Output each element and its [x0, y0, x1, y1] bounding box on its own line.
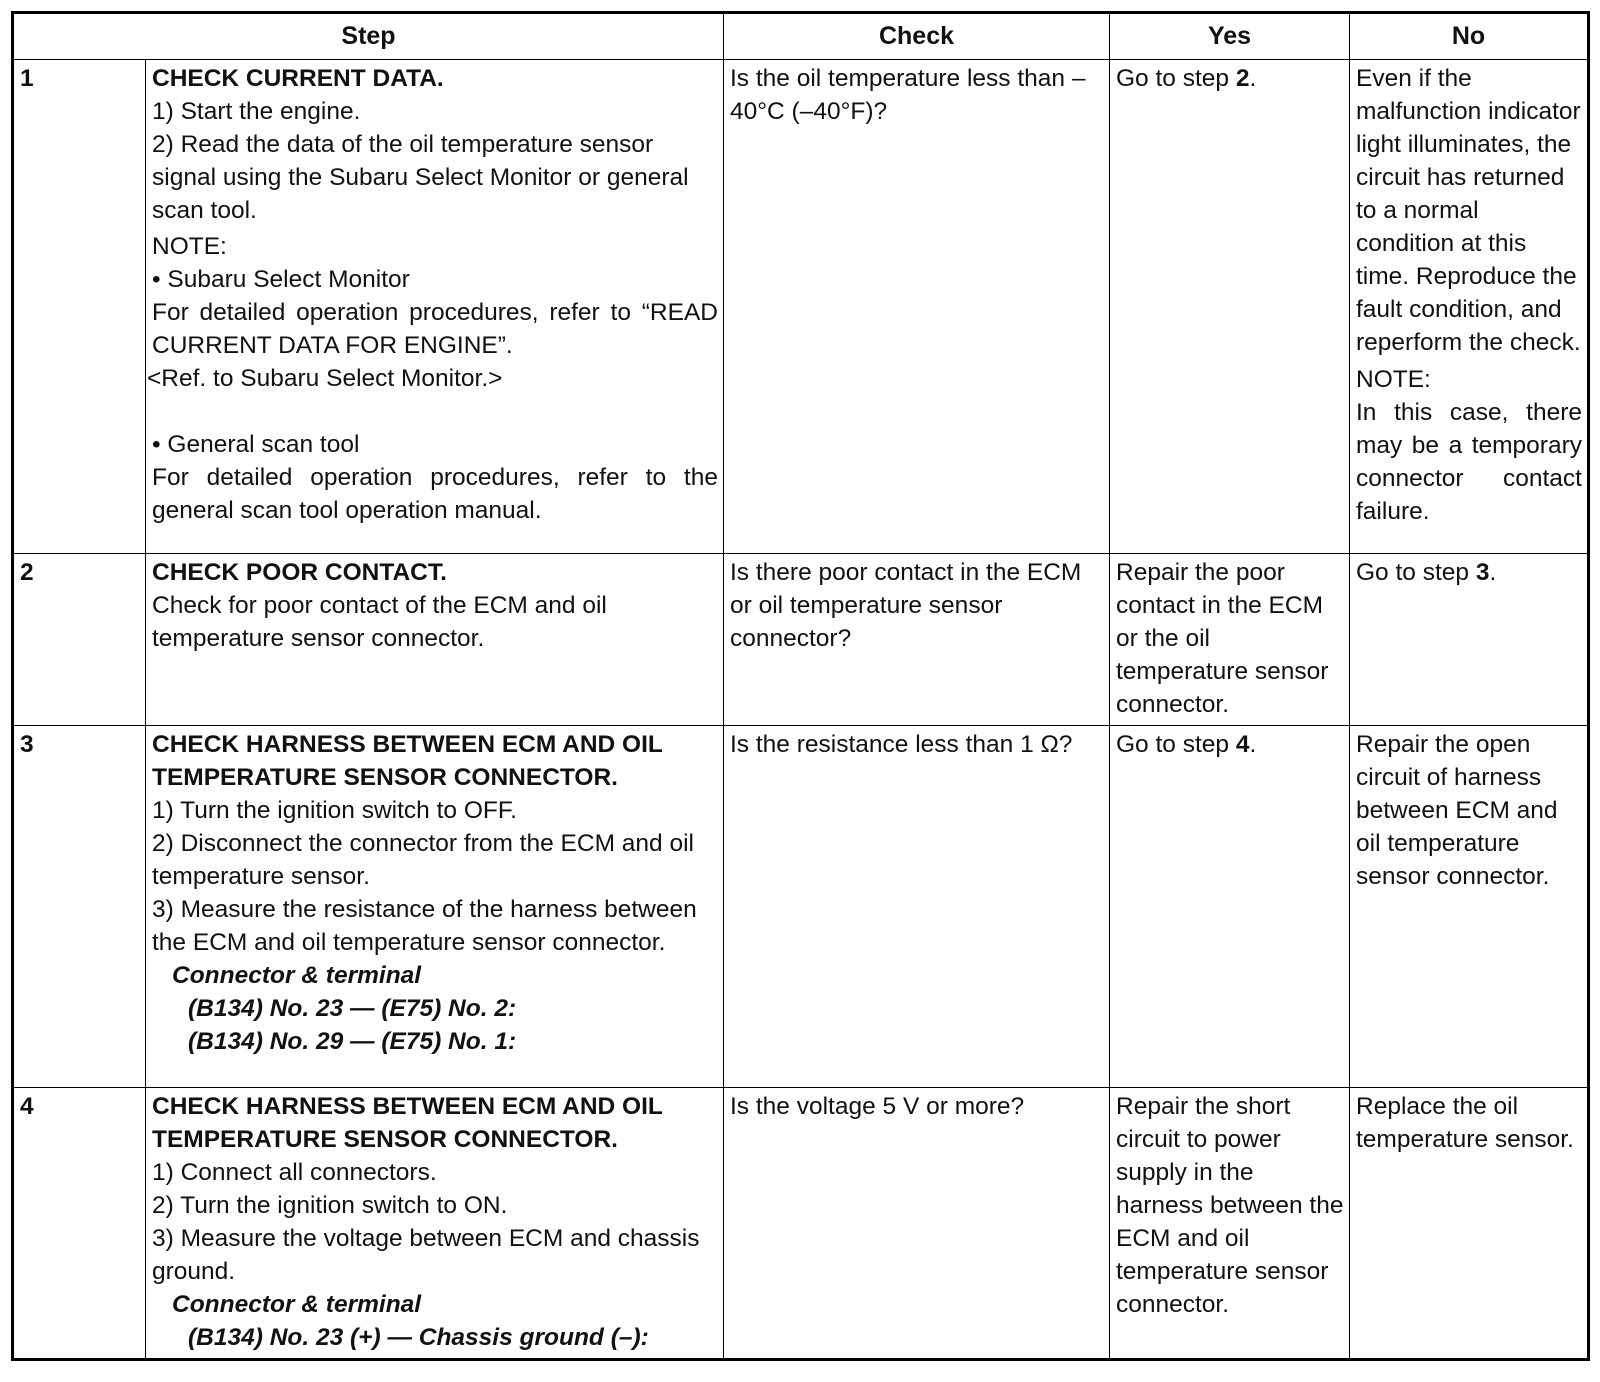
- step-description: [146, 1088, 724, 1360]
- step-number: 2: [13, 554, 146, 726]
- note-text: In this case, there may be a temporary connector contact failure.: [1356, 399, 1582, 525]
- step-number: 4: [13, 1088, 146, 1360]
- table-row: [13, 726, 1589, 1088]
- yes-suffix: .: [1249, 65, 1257, 92]
- table-row: [13, 60, 1589, 554]
- step-title: CHECK HARNESS BETWEEN ECM AND OIL TEMPERATURE SENSOR CONNECTOR.: [152, 731, 663, 791]
- no-cell: Repair the open circuit of harness between ECM and oil temperature sensor connector.: [1350, 726, 1589, 1088]
- step-title: CHECK POOR CONTACT.: [152, 559, 447, 586]
- header-row: [13, 13, 1589, 60]
- yes-text: Go to step: [1116, 65, 1236, 92]
- no-cell: Replace the oil temperature sensor.: [1350, 1088, 1589, 1360]
- header-yes: Yes: [1110, 13, 1350, 60]
- spec-value: (B134) No. 23 (+) — Chassis ground (–):: [188, 1324, 649, 1351]
- yes-cell: [1110, 726, 1350, 1088]
- step-instruction: 1) Start the engine.: [152, 98, 361, 125]
- no-text: Even if the malfunction indicator light illuminates, the circuit has returned to a normal condition at this time. Reproduce the fault condition, and reperform the check.: [1356, 65, 1581, 356]
- step-instruction: 1) Turn the ignition switch to OFF.: [152, 797, 517, 824]
- step-instruction: Check for poor contact of the ECM and oil temperature sensor connector.: [152, 592, 607, 652]
- no-text: Go to step: [1356, 559, 1476, 586]
- step-instruction: 2) Read the data of the oil temperature sensor signal using the Subaru Select Monitor or general scan tool.: [152, 131, 689, 224]
- no-cell: [1350, 60, 1589, 554]
- table-row: [13, 1088, 1589, 1360]
- header-step: Step: [13, 13, 724, 60]
- yes-suffix: .: [1249, 731, 1257, 758]
- check-cell: Is the resistance less than 1 Ω?: [724, 726, 1110, 1088]
- spec-label: Connector & terminal: [172, 962, 422, 989]
- step-number: 1: [13, 60, 146, 554]
- step-instruction: 2) Disconnect the connector from the ECM and oil temperature sensor.: [152, 830, 694, 890]
- spec-value: (B134) No. 23 — (E75) No. 2:: [188, 995, 517, 1022]
- yes-cell: Repair the short circuit to power supply in the harness between the ECM and oil temperature sensor connector.: [1110, 1088, 1350, 1360]
- step-description: [146, 60, 724, 554]
- bullet-text: For detailed operation procedures, refer to the general scan tool operation manual.: [152, 464, 718, 524]
- no-suffix: .: [1489, 559, 1497, 586]
- check-cell: Is the oil temperature less than –40°C (–40°F)?: [724, 60, 1110, 554]
- yes-text: Go to step: [1116, 731, 1236, 758]
- step-ref: 2: [1235, 65, 1250, 92]
- note-label: NOTE:: [152, 233, 227, 260]
- reference-text: <Ref. to Subaru Select Monitor.>: [147, 365, 503, 392]
- yes-cell: [1110, 60, 1350, 554]
- bullet-item: • General scan tool: [152, 431, 360, 458]
- step-instruction: 1) Connect all connectors.: [152, 1159, 437, 1186]
- bullet-text: For detailed operation procedures, refer to “READ CURRENT DATA FOR ENGINE”.: [152, 299, 718, 359]
- note-label: NOTE:: [1356, 366, 1431, 393]
- check-cell: Is there poor contact in the ECM or oil temperature sensor connector?: [724, 554, 1110, 726]
- step-description: [146, 726, 724, 1088]
- check-cell: Is the voltage 5 V or more?: [724, 1088, 1110, 1360]
- step-ref: 4: [1235, 731, 1250, 758]
- header-check: Check: [724, 13, 1110, 60]
- step-instruction: 2) Turn the ignition switch to ON.: [152, 1192, 508, 1219]
- no-cell: [1350, 554, 1589, 726]
- spec-label: Connector & terminal: [172, 1291, 422, 1318]
- step-title: CHECK CURRENT DATA.: [152, 65, 444, 92]
- diagnostic-table: [11, 11, 1590, 1361]
- step-number: 3: [13, 726, 146, 1088]
- spec-value: (B134) No. 29 — (E75) No. 1:: [188, 1028, 517, 1055]
- step-title: CHECK HARNESS BETWEEN ECM AND OIL TEMPERATURE SENSOR CONNECTOR.: [152, 1093, 663, 1153]
- step-instruction: 3) Measure the voltage between ECM and chassis ground.: [152, 1225, 700, 1285]
- step-ref: 3: [1475, 559, 1490, 586]
- header-no: No: [1350, 13, 1589, 60]
- yes-cell: Repair the poor contact in the ECM or the oil temperature sensor connector.: [1110, 554, 1350, 726]
- table-row: [13, 554, 1589, 726]
- step-description: [146, 554, 724, 726]
- bullet-item: • Subaru Select Monitor: [152, 266, 410, 293]
- step-instruction: 3) Measure the resistance of the harness between the ECM and oil temperature sensor connector.: [152, 896, 697, 956]
